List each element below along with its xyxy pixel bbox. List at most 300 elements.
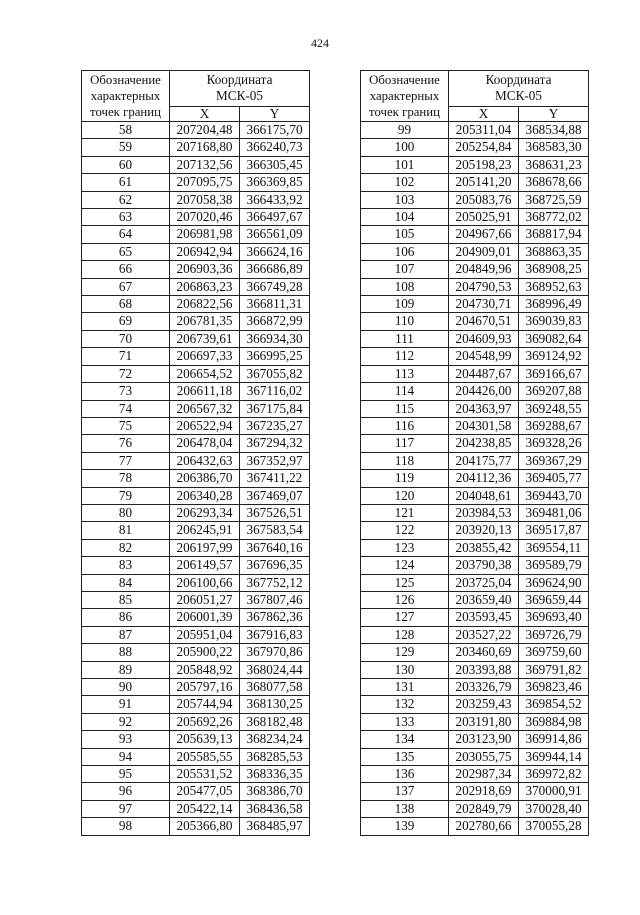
y-coordinate-cell: 369944,14 <box>519 748 589 765</box>
x-coordinate-cell: 206051,27 <box>170 591 240 608</box>
table-row <box>82 348 310 365</box>
point-number-cell: 112 <box>361 348 449 365</box>
point-number-cell: 129 <box>361 644 449 661</box>
y-coordinate-cell: 367970,86 <box>240 644 310 661</box>
point-number-cell: 107 <box>361 261 449 278</box>
coordinate-header <box>449 71 589 107</box>
y-coordinate-cell: 368024,44 <box>240 661 310 678</box>
table-row <box>361 539 589 556</box>
point-number-cell: 135 <box>361 748 449 765</box>
point-number-cell: 76 <box>82 435 170 452</box>
table-row <box>82 574 310 591</box>
point-number-cell: 59 <box>82 139 170 156</box>
x-coordinate-cell: 203790,38 <box>449 557 519 574</box>
x-coordinate-cell: 207020,46 <box>170 209 240 226</box>
coordinate-line2: МСК-05 <box>216 88 263 104</box>
x-coordinate-cell: 204670,51 <box>449 313 519 330</box>
y-coordinate-cell: 369554,11 <box>519 539 589 556</box>
y-coordinate-cell: 369854,52 <box>519 696 589 713</box>
y-coordinate-cell: 368772,02 <box>519 209 589 226</box>
table-row <box>361 452 589 469</box>
y-coordinate-cell: 366624,16 <box>240 243 310 260</box>
x-coordinate-cell: 207058,38 <box>170 191 240 208</box>
x-coordinate-cell: 204112,36 <box>449 470 519 487</box>
table-row <box>82 504 310 521</box>
y-coordinate-cell: 370055,28 <box>519 818 589 835</box>
table-row <box>361 417 589 434</box>
x-coordinate-cell: 205366,80 <box>170 818 240 835</box>
x-coordinate-cell: 203393,88 <box>449 661 519 678</box>
table-row <box>82 139 310 156</box>
x-coordinate-cell: 207095,75 <box>170 174 240 191</box>
point-number-cell: 90 <box>82 679 170 696</box>
y-coordinate-cell: 367235,27 <box>240 417 310 434</box>
point-number-cell: 127 <box>361 609 449 626</box>
y-coordinate-cell: 369481,06 <box>519 504 589 521</box>
x-coordinate-cell: 204487,67 <box>449 365 519 382</box>
table-row <box>361 156 589 173</box>
y-coordinate-cell: 366497,67 <box>240 209 310 226</box>
x-coordinate-cell: 204363,97 <box>449 400 519 417</box>
y-coordinate-cell: 368952,63 <box>519 278 589 295</box>
table-row <box>82 191 310 208</box>
point-number-cell: 116 <box>361 417 449 434</box>
table-row <box>82 330 310 347</box>
y-coordinate-cell: 368336,35 <box>240 766 310 783</box>
y-coordinate-cell: 366686,89 <box>240 261 310 278</box>
table-row <box>82 818 310 835</box>
x-coordinate-cell: 205797,16 <box>170 679 240 696</box>
table-row <box>361 365 589 382</box>
table-row <box>82 487 310 504</box>
point-number-cell: 101 <box>361 156 449 173</box>
table-row <box>82 626 310 643</box>
point-label-header <box>82 71 170 122</box>
x-coordinate-cell: 206149,57 <box>170 557 240 574</box>
point-label-line2: характерных <box>369 89 440 103</box>
y-coordinate-cell: 369884,98 <box>519 713 589 730</box>
y-coordinate-cell: 367807,46 <box>240 591 310 608</box>
y-coordinate-cell: 368817,94 <box>519 226 589 243</box>
point-number-cell: 74 <box>82 400 170 417</box>
y-coordinate-cell: 369914,86 <box>519 731 589 748</box>
table-row <box>82 470 310 487</box>
table-row <box>82 122 310 139</box>
x-coordinate-cell: 206981,98 <box>170 226 240 243</box>
x-coordinate-cell: 206522,94 <box>170 417 240 434</box>
y-coordinate-cell: 369659,44 <box>519 591 589 608</box>
point-number-cell: 136 <box>361 766 449 783</box>
point-number-cell: 139 <box>361 818 449 835</box>
y-coordinate-cell: 368130,25 <box>240 696 310 713</box>
point-number-cell: 134 <box>361 731 449 748</box>
y-coordinate-cell: 368583,30 <box>519 139 589 156</box>
table-row <box>82 661 310 678</box>
table-row <box>82 452 310 469</box>
y-coordinate-cell: 368285,53 <box>240 748 310 765</box>
x-coordinate-cell: 205531,52 <box>170 766 240 783</box>
x-coordinate-cell: 202987,34 <box>449 766 519 783</box>
left-table-body <box>82 122 310 836</box>
point-number-cell: 111 <box>361 330 449 347</box>
y-coordinate-cell: 368631,23 <box>519 156 589 173</box>
point-number-cell: 79 <box>82 487 170 504</box>
y-coordinate-cell: 369443,70 <box>519 487 589 504</box>
y-coordinate-cell: 369693,40 <box>519 609 589 626</box>
x-coordinate-cell: 206654,52 <box>170 365 240 382</box>
point-number-cell: 61 <box>82 174 170 191</box>
table-row <box>82 539 310 556</box>
x-coordinate-cell: 203123,90 <box>449 731 519 748</box>
y-coordinate-cell: 366749,28 <box>240 278 310 295</box>
x-coordinate-cell: 205585,55 <box>170 748 240 765</box>
point-number-cell: 119 <box>361 470 449 487</box>
point-number-cell: 65 <box>82 243 170 260</box>
x-coordinate-cell: 206611,18 <box>170 383 240 400</box>
y-coordinate-cell: 369823,46 <box>519 679 589 696</box>
y-coordinate-cell: 369367,29 <box>519 452 589 469</box>
point-number-cell: 99 <box>361 122 449 139</box>
point-number-cell: 78 <box>82 470 170 487</box>
table-row <box>361 348 589 365</box>
y-coordinate-cell: 369248,55 <box>519 400 589 417</box>
x-coordinate-cell: 203593,45 <box>449 609 519 626</box>
y-coordinate-cell: 366240,73 <box>240 139 310 156</box>
table-row <box>361 296 589 313</box>
x-coordinate-cell: 203920,13 <box>449 522 519 539</box>
point-number-cell: 98 <box>82 818 170 835</box>
x-coordinate-cell: 206822,56 <box>170 296 240 313</box>
table-row <box>82 644 310 661</box>
point-number-cell: 100 <box>361 139 449 156</box>
point-number-cell: 75 <box>82 417 170 434</box>
y-coordinate-cell: 367469,07 <box>240 487 310 504</box>
table-row <box>82 313 310 330</box>
point-number-cell: 80 <box>82 504 170 521</box>
table-row <box>82 209 310 226</box>
y-column-header: Y <box>519 106 589 121</box>
table-row <box>361 644 589 661</box>
point-number-cell: 72 <box>82 365 170 382</box>
x-coordinate-cell: 206197,99 <box>170 539 240 556</box>
x-coordinate-cell: 202918,69 <box>449 783 519 800</box>
table-row <box>361 243 589 260</box>
y-coordinate-cell: 369759,60 <box>519 644 589 661</box>
point-number-cell: 106 <box>361 243 449 260</box>
x-coordinate-cell: 206386,70 <box>170 470 240 487</box>
page-number: 424 <box>311 36 329 50</box>
y-coordinate-cell: 369589,79 <box>519 557 589 574</box>
y-coordinate-cell: 369405,77 <box>519 470 589 487</box>
x-coordinate-cell: 203055,75 <box>449 748 519 765</box>
y-coordinate-cell: 367526,51 <box>240 504 310 521</box>
coordinate-line2: МСК-05 <box>495 88 542 104</box>
table-row <box>361 174 589 191</box>
y-coordinate-cell: 369124,92 <box>519 348 589 365</box>
point-number-cell: 113 <box>361 365 449 382</box>
point-number-cell: 102 <box>361 174 449 191</box>
x-coordinate-cell: 205025,91 <box>449 209 519 226</box>
table-row <box>361 278 589 295</box>
x-coordinate-cell: 205422,14 <box>170 800 240 817</box>
y-coordinate-cell: 369207,88 <box>519 383 589 400</box>
x-coordinate-cell: 204967,66 <box>449 226 519 243</box>
point-number-cell: 71 <box>82 348 170 365</box>
y-coordinate-cell: 367116,02 <box>240 383 310 400</box>
y-coordinate-cell: 366369,85 <box>240 174 310 191</box>
point-number-cell: 105 <box>361 226 449 243</box>
y-coordinate-cell: 369972,82 <box>519 766 589 783</box>
table-row <box>82 731 310 748</box>
table-row <box>82 783 310 800</box>
table-row <box>361 679 589 696</box>
y-coordinate-cell: 368077,58 <box>240 679 310 696</box>
x-coordinate-cell: 203855,42 <box>449 539 519 556</box>
table-row <box>361 557 589 574</box>
y-coordinate-cell: 367696,35 <box>240 557 310 574</box>
point-number-cell: 63 <box>82 209 170 226</box>
x-coordinate-cell: 204790,53 <box>449 278 519 295</box>
point-number-cell: 124 <box>361 557 449 574</box>
point-number-cell: 81 <box>82 522 170 539</box>
x-coordinate-cell: 206863,23 <box>170 278 240 295</box>
x-coordinate-cell: 206100,66 <box>170 574 240 591</box>
table-row <box>361 226 589 243</box>
point-number-cell: 86 <box>82 609 170 626</box>
table-row <box>361 209 589 226</box>
table-row <box>361 504 589 521</box>
coordinate-line1: Координата <box>485 72 552 88</box>
y-coordinate-cell: 366433,92 <box>240 191 310 208</box>
point-number-cell: 94 <box>82 748 170 765</box>
x-coordinate-cell: 205900,22 <box>170 644 240 661</box>
table-row <box>361 800 589 817</box>
x-coordinate-cell: 206567,32 <box>170 400 240 417</box>
point-number-cell: 82 <box>82 539 170 556</box>
point-label-line3: точек границ <box>90 105 161 119</box>
point-number-cell: 70 <box>82 330 170 347</box>
coordinate-line1: Координата <box>206 72 273 88</box>
table-row <box>361 748 589 765</box>
x-coordinate-cell: 204730,71 <box>449 296 519 313</box>
point-number-cell: 120 <box>361 487 449 504</box>
x-coordinate-cell: 205951,04 <box>170 626 240 643</box>
point-number-cell: 126 <box>361 591 449 608</box>
table-row <box>82 174 310 191</box>
x-coordinate-cell: 204175,77 <box>449 452 519 469</box>
point-label-line1: Обозначение <box>369 73 440 87</box>
point-number-cell: 87 <box>82 626 170 643</box>
table-row <box>82 696 310 713</box>
table-row <box>82 365 310 382</box>
point-number-cell: 122 <box>361 522 449 539</box>
y-coordinate-cell: 369791,82 <box>519 661 589 678</box>
y-coordinate-cell: 367411,22 <box>240 470 310 487</box>
table-row <box>361 591 589 608</box>
x-coordinate-cell: 205692,26 <box>170 713 240 730</box>
x-coordinate-cell: 206781,35 <box>170 313 240 330</box>
x-coordinate-cell: 205477,05 <box>170 783 240 800</box>
table-row <box>361 609 589 626</box>
x-coordinate-cell: 202849,79 <box>449 800 519 817</box>
table-row <box>82 243 310 260</box>
x-coordinate-cell: 204238,85 <box>449 435 519 452</box>
table-row <box>82 400 310 417</box>
x-coordinate-cell: 202780,66 <box>449 818 519 835</box>
x-coordinate-cell: 203725,04 <box>449 574 519 591</box>
x-coordinate-cell: 206739,61 <box>170 330 240 347</box>
x-coordinate-cell: 207204,48 <box>170 122 240 139</box>
point-number-cell: 77 <box>82 452 170 469</box>
y-coordinate-cell: 369517,87 <box>519 522 589 539</box>
x-coordinate-cell: 206903,36 <box>170 261 240 278</box>
point-number-cell: 117 <box>361 435 449 452</box>
x-coordinate-cell: 203659,40 <box>449 591 519 608</box>
point-number-cell: 85 <box>82 591 170 608</box>
table-row <box>82 296 310 313</box>
point-number-cell: 92 <box>82 713 170 730</box>
point-number-cell: 114 <box>361 383 449 400</box>
table-row <box>82 609 310 626</box>
table-row <box>82 591 310 608</box>
table-row <box>82 713 310 730</box>
y-coordinate-cell: 368436,58 <box>240 800 310 817</box>
x-coordinate-cell: 204048,61 <box>449 487 519 504</box>
point-number-cell: 58 <box>82 122 170 139</box>
y-coordinate-cell: 366934,30 <box>240 330 310 347</box>
y-coordinate-cell: 368234,24 <box>240 731 310 748</box>
y-coordinate-cell: 367175,84 <box>240 400 310 417</box>
table-row <box>361 400 589 417</box>
y-coordinate-cell: 366995,25 <box>240 348 310 365</box>
x-coordinate-cell: 206001,39 <box>170 609 240 626</box>
point-number-cell: 123 <box>361 539 449 556</box>
x-coordinate-cell: 204548,99 <box>449 348 519 365</box>
table-row <box>361 122 589 139</box>
table-row <box>361 783 589 800</box>
table-row <box>361 713 589 730</box>
point-number-cell: 125 <box>361 574 449 591</box>
y-coordinate-cell: 368996,49 <box>519 296 589 313</box>
y-coordinate-cell: 369726,79 <box>519 626 589 643</box>
y-coordinate-cell: 367055,82 <box>240 365 310 382</box>
x-coordinate-cell: 205848,92 <box>170 661 240 678</box>
coordinate-header <box>170 71 310 107</box>
table-row <box>361 139 589 156</box>
point-number-cell: 96 <box>82 783 170 800</box>
point-number-cell: 66 <box>82 261 170 278</box>
y-coordinate-cell: 367352,97 <box>240 452 310 469</box>
point-number-cell: 69 <box>82 313 170 330</box>
y-coordinate-cell: 369039,83 <box>519 313 589 330</box>
point-number-cell: 103 <box>361 191 449 208</box>
point-number-cell: 108 <box>361 278 449 295</box>
y-coordinate-cell: 367916,83 <box>240 626 310 643</box>
y-coordinate-cell: 368182,48 <box>240 713 310 730</box>
point-number-cell: 131 <box>361 679 449 696</box>
point-number-cell: 121 <box>361 504 449 521</box>
y-coordinate-cell: 368908,25 <box>519 261 589 278</box>
x-coordinate-cell: 203191,80 <box>449 713 519 730</box>
table-row <box>82 679 310 696</box>
y-coordinate-cell: 367640,16 <box>240 539 310 556</box>
y-coordinate-cell: 368678,66 <box>519 174 589 191</box>
table-row <box>361 313 589 330</box>
y-coordinate-cell: 366175,70 <box>240 122 310 139</box>
x-coordinate-cell: 203460,69 <box>449 644 519 661</box>
table-row <box>361 731 589 748</box>
table-row <box>361 626 589 643</box>
y-coordinate-cell: 366811,31 <box>240 296 310 313</box>
y-coordinate-cell: 368534,88 <box>519 122 589 139</box>
table-row <box>361 574 589 591</box>
point-number-cell: 97 <box>82 800 170 817</box>
y-coordinate-cell: 369166,67 <box>519 365 589 382</box>
point-number-cell: 62 <box>82 191 170 208</box>
x-coordinate-cell: 205083,76 <box>449 191 519 208</box>
table-row <box>361 435 589 452</box>
point-label-header <box>361 71 449 122</box>
y-coordinate-cell: 368725,59 <box>519 191 589 208</box>
x-coordinate-cell: 204301,58 <box>449 417 519 434</box>
table-row <box>82 748 310 765</box>
x-coordinate-cell: 204849,96 <box>449 261 519 278</box>
point-number-cell: 95 <box>82 766 170 783</box>
right-table-body <box>361 122 589 836</box>
y-column-header: Y <box>240 106 310 121</box>
x-coordinate-cell: 206942,94 <box>170 243 240 260</box>
x-coordinate-cell: 204426,00 <box>449 383 519 400</box>
table-row <box>361 330 589 347</box>
table-row <box>82 278 310 295</box>
point-number-cell: 130 <box>361 661 449 678</box>
x-coordinate-cell: 205744,94 <box>170 696 240 713</box>
point-label-line2: характерных <box>90 89 161 103</box>
y-coordinate-cell: 369288,67 <box>519 417 589 434</box>
table-row <box>82 383 310 400</box>
x-coordinate-cell: 207132,56 <box>170 156 240 173</box>
x-coordinate-cell: 203527,22 <box>449 626 519 643</box>
y-coordinate-cell: 366561,09 <box>240 226 310 243</box>
y-coordinate-cell: 370028,40 <box>519 800 589 817</box>
x-coordinate-cell: 205198,23 <box>449 156 519 173</box>
x-column-header: X <box>170 106 240 121</box>
table-row <box>82 800 310 817</box>
y-coordinate-cell: 367862,36 <box>240 609 310 626</box>
table-row <box>361 766 589 783</box>
coordinates-table-right <box>360 70 589 836</box>
y-coordinate-cell: 367583,54 <box>240 522 310 539</box>
y-coordinate-cell: 368485,97 <box>240 818 310 835</box>
point-number-cell: 137 <box>361 783 449 800</box>
x-coordinate-cell: 206432,63 <box>170 452 240 469</box>
point-number-cell: 73 <box>82 383 170 400</box>
y-coordinate-cell: 370000,91 <box>519 783 589 800</box>
table-row <box>82 435 310 452</box>
x-coordinate-cell: 203326,79 <box>449 679 519 696</box>
y-coordinate-cell: 367294,32 <box>240 435 310 452</box>
x-coordinate-cell: 205311,04 <box>449 122 519 139</box>
point-number-cell: 104 <box>361 209 449 226</box>
point-number-cell: 128 <box>361 626 449 643</box>
x-coordinate-cell: 207168,80 <box>170 139 240 156</box>
point-number-cell: 109 <box>361 296 449 313</box>
x-column-header: X <box>449 106 519 121</box>
point-label-line3: точек границ <box>369 105 440 119</box>
table-row <box>361 191 589 208</box>
x-coordinate-cell: 205639,13 <box>170 731 240 748</box>
y-coordinate-cell: 367752,12 <box>240 574 310 591</box>
